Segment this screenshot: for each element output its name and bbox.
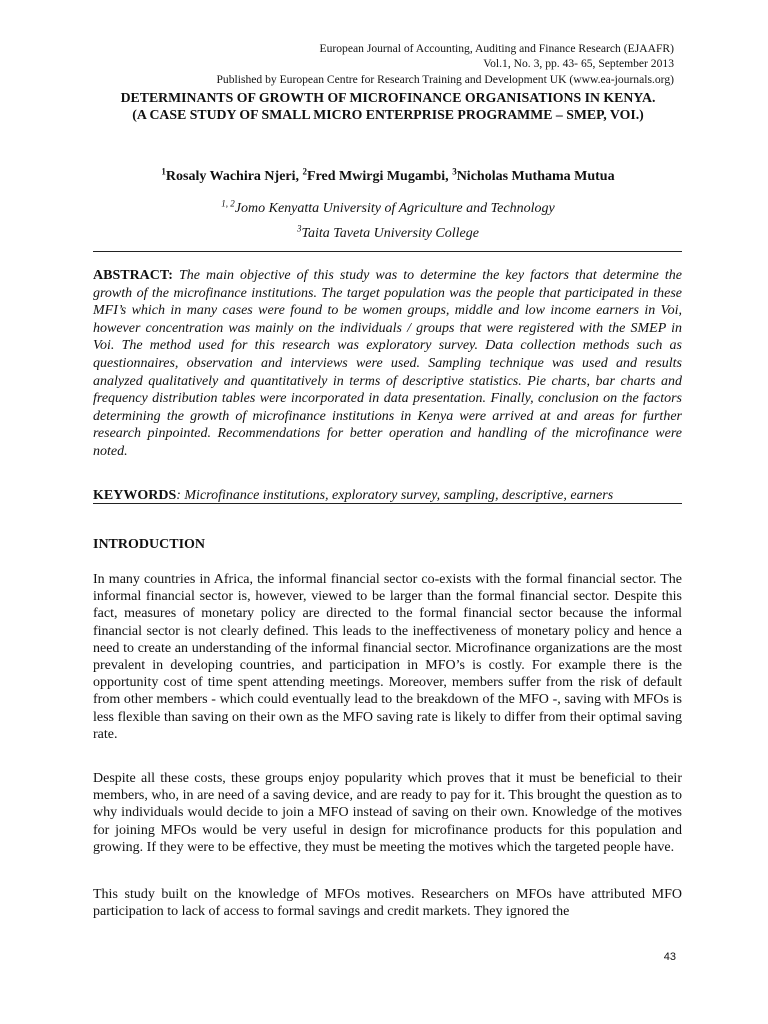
body-paragraph: This study built on the knowledge of MFOs motives. Researchers on MFOs have attributed MFO participation to lack of access to formal savings and credit markets. They ignored the — [93, 887, 682, 920]
author-name: Nicholas Muthama Mutua — [456, 169, 615, 184]
divider-rule — [93, 503, 682, 504]
page-number: 43 — [663, 951, 676, 963]
keywords-label: KEYWORDS — [93, 488, 177, 503]
affiliation-name: Jomo Kenyatta University of Agriculture and Technology — [234, 201, 555, 216]
section-heading-introduction: INTRODUCTION — [93, 537, 206, 552]
abstract-label: ABSTRACT: — [93, 268, 173, 283]
journal-name: European Journal of Accounting, Auditing and Finance Research (EJAAFR) — [319, 42, 674, 55]
journal-header — [216, 41, 674, 87]
divider-rule — [93, 251, 682, 252]
body-paragraph: Despite all these costs, these groups enjoy popularity which proves that it must be beneficial to their members, who, in are need of a saving device, and are ready to pay for it. This brought the question as to why individuals would decide to join a MFO instead of saving on their own. Knowledge of the motives for joining MFOs would be very useful in design for microfinance products for this population and growing. If they were to be effective, they must be meeting the motives which the targeted people have. — [93, 771, 682, 855]
body-paragraph: In many countries in Africa, the informal financial sector co-exists with the formal financial sector. The informal financial sector is, however, viewed to be larger than the formal financial sector. Despite this fact, measures of monetary policy are directed to the formal financial sector because the informal financial sector is not clearly defined. This leads to the ineffectiveness of monetary policy and hence a need to create an understanding of the informal financial sector. Microfinance organizations are the most prevalent in developing countries, and participation in MFO’s is costly. For example there is the opportunity cost of time spent attending meetings. Moreover, members suffer from the risk of default from other members - which could eventually lead to the breakdown of the MFO -, saving with MFOs is less flexible than saving on their own as the MFO saving rate is likely to differ from their optimal saving rate. — [93, 572, 682, 742]
title-line-subtitle: (A CASE STUDY OF SMALL MICRO ENTERPRISE PROGRAMME – SMEP, VOI.) — [132, 107, 644, 122]
author-superscript: 2 — [302, 166, 308, 177]
affiliation-name: Taita Taveta University College — [301, 226, 479, 241]
abstract-text: The main objective of this study was to determine the key factors that determine the growth of the microfinance institutions. The target population was the people that participated in these MFI’s which in many cases were found to be women groups, middle and low income earners in Voi, however concentration was mainly on the individuals / groups that were registered with the SMEP in Voi. The method used for this research was exploratory survey. Data collection methods such as questionnaires, observation and interviews were used. Sampling technique was used and results analyzed qualitatively and quantitatively in terms of descriptive statistics. Pie charts, bar charts and frequency distribution tables were incorporated in data presentation. Finally, conclusion on the factors determining the growth of microfinance institutions in Kenya were arrived at and areas for further research pinpointed. Recommendations for better operation and handling of the microfinance were noted. — [93, 268, 682, 459]
affiliation — [93, 223, 683, 242]
volume-info: Vol.1, No. 3, pp. 43- 65, September 2013 — [483, 57, 674, 71]
paper-title — [93, 89, 683, 123]
affiliation-superscript: 3 — [297, 223, 302, 234]
affiliation — [93, 198, 683, 217]
author-list — [93, 166, 683, 185]
author-superscript: 3 — [452, 166, 457, 177]
abstract — [93, 267, 682, 461]
author-superscript: 1 — [161, 166, 166, 177]
author-name: Fred Mwirgi Mugambi, — [307, 169, 453, 184]
affiliation-superscript: 1, 2 — [221, 198, 235, 209]
publisher-info: Published by European Centre for Research Training and Development UK (www.ea-journals.org) — [216, 72, 674, 86]
keywords-text: : Microfinance institutions, exploratory survey, sampling, descriptive, earners — [176, 488, 614, 503]
keywords — [93, 487, 682, 505]
author-name: Rosaly Wachira Njeri, — [165, 169, 303, 184]
title-line-main: DETERMINANTS OF GROWTH OF MICROFINANCE ORGANISATIONS IN KENYA. — [120, 90, 656, 105]
